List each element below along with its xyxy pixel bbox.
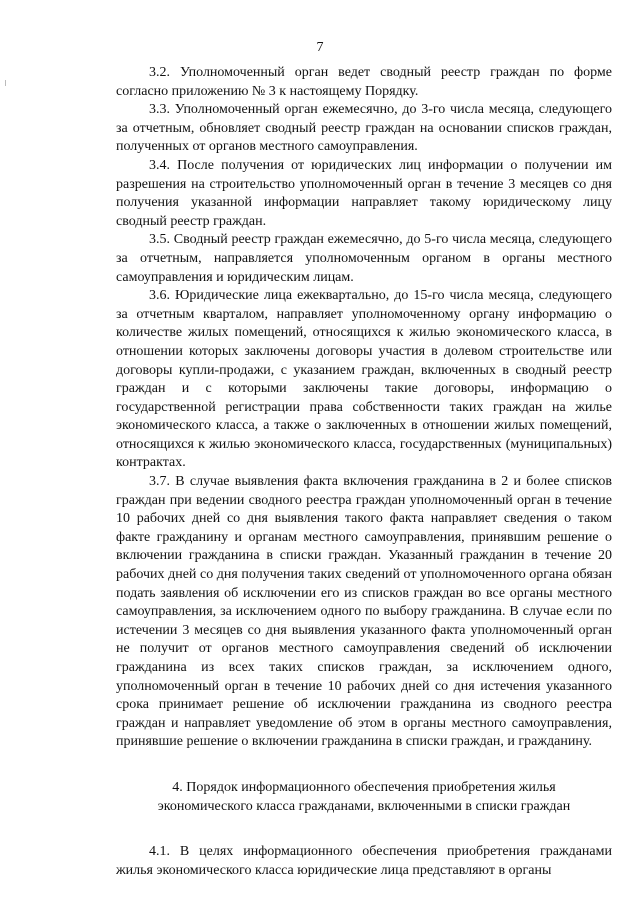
scan-edge-mark — [5, 80, 6, 86]
paragraph-3-5: 3.5. Сводный реестр граждан ежемесячно, до 5-го числа месяца, следующего за отчетным, направляется уполномоченным органом в органы местного самоуправления и юридическим лицам. — [116, 232, 612, 285]
section-4-heading-line-1: 4. Порядок информационного обеспечения приобретения жилья — [172, 779, 556, 795]
paragraph-3-7: 3.7. В случае выявления факта включения гражданина в 2 и более списков граждан при ведении сводного реестра граждан уполномоченный орган в течение 10 рабочих дней со дня выявления такого факта направляет сведения о таком факте гражданину и органам местного самоуправления, принявшим решение о включении гражданина в списки граждан. Указанный гражданин в течение 20 рабочих дней со дня получения таких сведений от уполномоченного органа обязан подать заявления об исключении его из списков граждан во все органы местного самоуправления, за исключением одного по выбору гражданина. В случае если по истечении 3 месяцев со дня выявления указанного факта уполномоченный орган не получит от органов местного самоуправления сведений об исключении гражданина из всех таких списков граждан, за исключением одного, уполномоченный орган в течение 10 рабочих дней со дня истечения указанного срока принимает решение об исключении гражданина из сводного реестра граждан и направляет уведомление об этом в органы местного самоуправления, принявшие решение о включении гражданина в списки граждан, и гражданину. — [116, 474, 612, 750]
section-spacer — [116, 816, 612, 843]
paragraph-3-2: 3.2. Уполномоченный орган ведет сводный реестр граждан по форме согласно приложению № 3 к настоящему Порядку. — [116, 65, 612, 99]
section-4-heading — [116, 779, 612, 816]
page-number: 7 — [316, 40, 324, 55]
paragraph-3-4: 3.4. После получения от юридических лиц информации о получении им разрешения на строительство уполномоченный орган в течение 3 месяцев со дня получения указанной информации направляет такому юридическому лицу сводный реестр граждан. — [116, 157, 612, 229]
paragraph-3-6: 3.6. Юридические лица ежеквартально, до 15-го числа месяца, следующего за отчетным кварталом, направляет уполномоченному органу информацию о количестве жилых помещений, относящихся к жилью экономического класса, в отношении которых заключены договоры участия в долевом строительстве или договоры купли-продажи, с указанием граждан, включенных в сводный реестр граждан и с которыми заключены такие договоры, информацию о государственной регистрации права собственности таких граждан на жилье экономического класса, а также о заключенных в отношении жилых помещений, относящихся к жилью экономического класса, государственных (муниципальных) контрактах. — [116, 288, 612, 471]
document-body — [116, 64, 612, 880]
paragraph-3-3: 3.3. Уполномоченный орган ежемесячно, до 3-го числа месяца, следующего за отчетным, обновляет сводный реестр граждан на основании списков граждан, полученных от органов местного самоуправления. — [116, 102, 612, 155]
section-4-heading-line-2: экономического класса гражданами, включенными в списки граждан — [157, 798, 571, 814]
paragraph-4-1: 4.1. В целях информационного обеспечения приобретения гражданами жилья экономического класса юридические лица представляют в органы — [116, 844, 612, 878]
